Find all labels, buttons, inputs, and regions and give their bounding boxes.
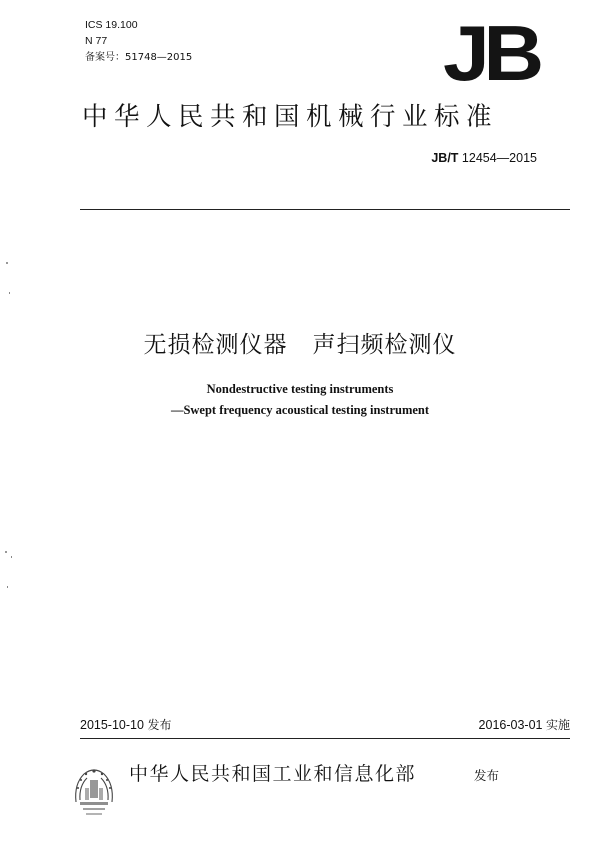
scan-speck [5,551,7,553]
scan-speck [7,586,8,588]
standard-number-value: 12454—2015 [461,151,537,165]
scan-speck [6,262,8,264]
implementation-date [479,716,570,733]
jb-logo: JB [443,9,538,97]
chinese-title-sub: 声扫频检测仪 [312,332,457,358]
issue-date-value: 2015-10-10 [80,718,144,732]
scan-speck [9,292,10,294]
bottom-divider [80,738,570,739]
ics-code: ICS 19.100 [85,19,138,31]
scan-speck [11,556,12,558]
english-title-line1: Nondestructive testing instruments [206,382,394,396]
standard-number [431,151,537,165]
top-divider [80,209,570,210]
classification-code: N 77 [85,35,108,47]
chinese-title [0,330,600,360]
chinese-title-main: 无损检测仪器 [143,332,288,358]
implementation-date-label: 实施 [545,718,570,732]
standard-prefix: JB/T [431,151,459,165]
issuing-authority: 中华人民共和国工业和信息化部 [129,763,417,785]
org-title: 中华人民共和国机械行业标准 [82,102,499,132]
ministry-seal-icon [70,762,118,822]
issue-date [80,716,171,733]
issuing-authority-suffix: 发布 [474,768,500,783]
implementation-date-value: 2016-03-01 [478,718,543,732]
english-title-line2: —Swept frequency acoustical testing instrument [170,403,430,417]
filing-number: 备案号：51748—2015 [85,52,193,63]
issue-date-label: 发布 [147,718,172,732]
